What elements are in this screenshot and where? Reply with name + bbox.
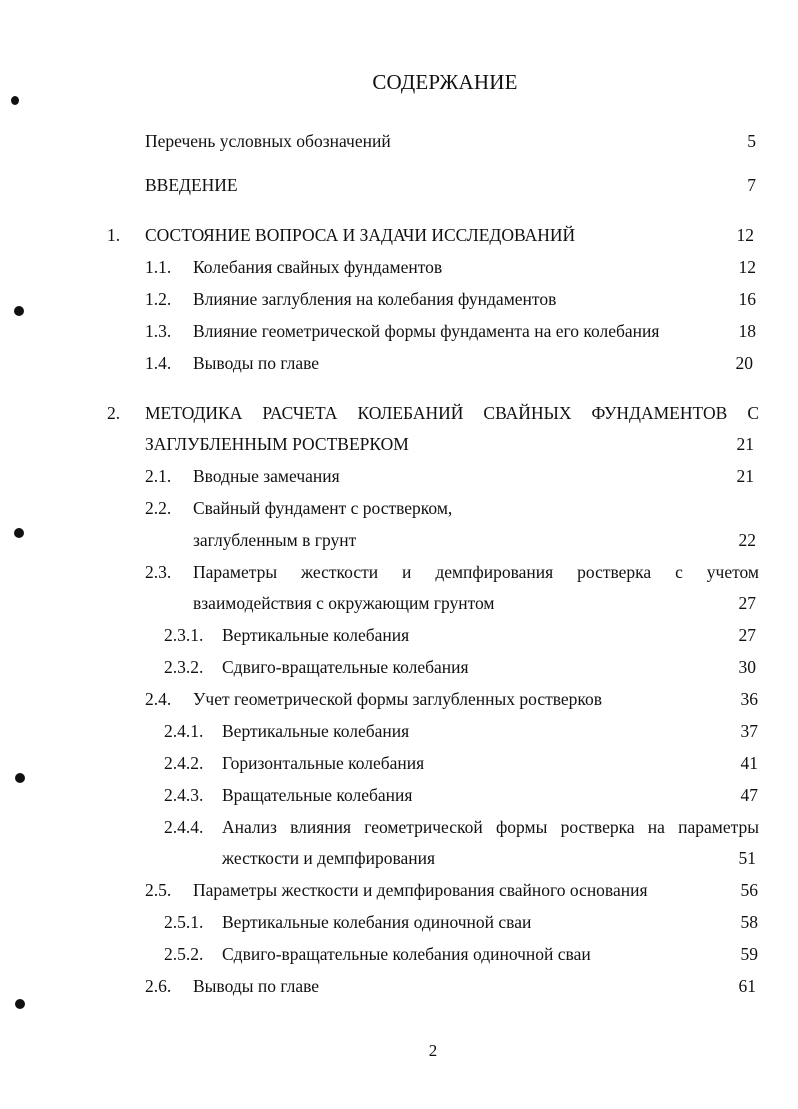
toc-entry-page: 58 <box>740 912 758 932</box>
toc-entry-text: Параметры жесткости и демпфирования ростверка с учетом <box>193 562 759 582</box>
toc-entry-text-continued: ЗАГЛУБЛЕННЫМ РОСТВЕРКОМ <box>145 434 409 454</box>
toc-entry-text-continued: заглубленным в грунт <box>193 530 357 550</box>
toc-entry-number: 2.6. <box>145 976 172 996</box>
toc-entry-page: 12 <box>738 257 756 277</box>
toc-entry-page: 37 <box>740 721 758 741</box>
toc-entry-number: 2.2. <box>145 498 172 518</box>
toc-entry-page: 16 <box>738 289 756 309</box>
toc-entry-number: 1.1. <box>145 257 172 277</box>
toc-entry-page: 5 <box>747 131 756 151</box>
toc-entry-page: 21 <box>736 466 754 486</box>
toc-entry-text: ВВЕДЕНИЕ <box>145 175 238 195</box>
toc-entry-text: Вращательные колебания <box>222 785 413 805</box>
toc-entry-page: 18 <box>738 321 756 341</box>
toc-entry-text: Колебания свайных фундаментов <box>193 257 443 277</box>
toc-entry-text: Анализ влияния геометрической формы ростверка на параметры <box>222 817 759 837</box>
toc-entry-page: 61 <box>738 976 756 996</box>
toc-entry-text: Свайный фундамент с ростверком, <box>193 498 453 518</box>
toc-entry-text: Влияние геометрической формы фундамента на его колебания <box>193 321 660 341</box>
toc-entry-number: 1.4. <box>145 353 172 373</box>
toc-entry-text: МЕТОДИКА РАСЧЕТА КОЛЕБАНИЙ СВАЙНЫХ ФУНДАМЕНТОВ С <box>145 403 759 423</box>
toc-entry-text: Перечень условных обозначений <box>145 131 391 151</box>
toc-entry-number: 1. <box>107 225 121 245</box>
toc-entry-page: 21 <box>736 434 754 454</box>
toc-entry-text-continued: взаимодействия с окружающим грунтом <box>193 593 495 613</box>
page-number: 2 <box>428 1041 438 1060</box>
toc-entry-page: 59 <box>740 944 758 964</box>
binding-hole-mark <box>14 528 24 538</box>
toc-entry-number: 1.3. <box>145 321 172 341</box>
toc-entry-number: 2.4.1. <box>164 721 204 741</box>
toc-entry-text: Вводные замечания <box>193 466 340 486</box>
toc-entry-number: 2.5.2. <box>164 944 204 964</box>
toc-entry-number: 2.4. <box>145 689 172 709</box>
page-title: СОДЕРЖАНИЕ <box>372 70 518 94</box>
toc-entry-page: 12 <box>736 225 754 245</box>
toc-entry-page: 27 <box>738 625 756 645</box>
toc-entry-page: 22 <box>738 530 756 550</box>
toc-entry-page: 20 <box>735 353 753 373</box>
toc-entry-text: Параметры жесткости и демпфирования свайного основания <box>193 880 648 900</box>
toc-entry-page: 56 <box>740 880 758 900</box>
binding-hole-mark <box>11 96 19 105</box>
toc-entry-number: 2.3.2. <box>164 657 204 677</box>
toc-entry-page: 47 <box>740 785 758 805</box>
toc-entry-text: Учет геометрической формы заглубленных ростверков <box>193 689 603 709</box>
toc-entry-number: 2.5.1. <box>164 912 204 932</box>
toc-entry-text: Выводы по главе <box>193 976 320 996</box>
toc-entry-text: Сдвиго-вращательные колебания одиночной сваи <box>222 944 591 964</box>
toc-entry-text: СОСТОЯНИЕ ВОПРОСА И ЗАДАЧИ ИССЛЕДОВАНИЙ <box>145 225 576 245</box>
toc-entry-number: 2.5. <box>145 880 172 900</box>
toc-entry-text: Горизонтальные колебания <box>222 753 425 773</box>
toc-entry-page: 41 <box>740 753 758 773</box>
toc-entry-page: 36 <box>740 689 758 709</box>
toc-entry-text: Выводы по главе <box>193 353 320 373</box>
toc-entry-text: Вертикальные колебания <box>222 625 410 645</box>
toc-entry-text: Вертикальные колебания одиночной сваи <box>222 912 532 932</box>
toc-entry-text: Влияние заглубления на колебания фундаментов <box>193 289 557 309</box>
binding-hole-mark <box>15 999 25 1009</box>
toc-entry-number: 1.2. <box>145 289 172 309</box>
binding-hole-mark <box>15 773 25 783</box>
toc-entry-number: 2. <box>107 403 121 423</box>
toc-entry-page: 30 <box>738 657 756 677</box>
toc-entry-number: 2.4.3. <box>164 785 204 805</box>
toc-entry-number: 2.1. <box>145 466 172 486</box>
toc-entry-text: Вертикальные колебания <box>222 721 410 741</box>
toc-entry-number: 2.4.4. <box>164 817 204 837</box>
toc-entry-number: 2.4.2. <box>164 753 204 773</box>
toc-entry-text-continued: жесткости и демпфирования <box>222 848 436 868</box>
toc-entry-number: 2.3.1. <box>164 625 204 645</box>
toc-entry-page: 7 <box>747 175 756 195</box>
toc-entry-number: 2.3. <box>145 562 172 582</box>
toc-entry-text: Сдвиго-вращательные колебания <box>222 657 469 677</box>
toc-entry-page: 27 <box>738 593 756 613</box>
binding-hole-mark <box>14 306 24 316</box>
toc-entry-page: 51 <box>738 848 756 868</box>
